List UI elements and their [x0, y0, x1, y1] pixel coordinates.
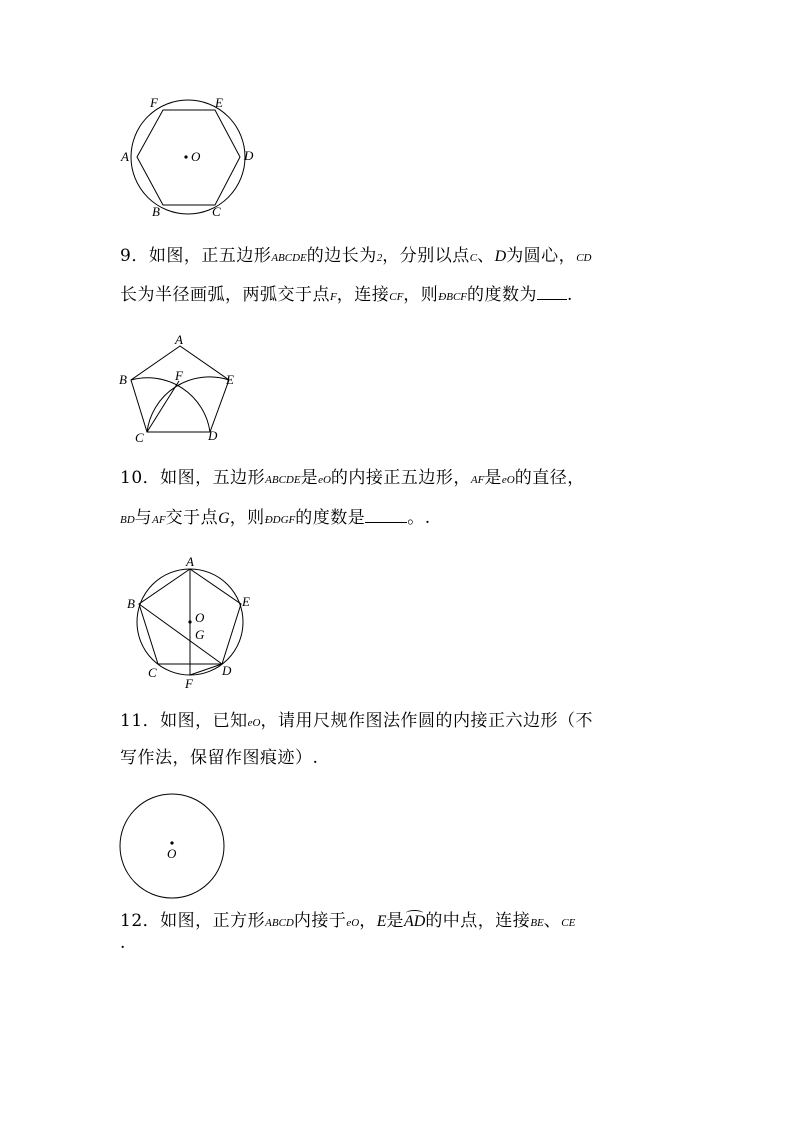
label-e: E: [215, 95, 223, 110]
hexagon-figure: [115, 92, 265, 222]
label-a: A: [175, 332, 183, 347]
center-dot: [184, 155, 187, 158]
label-o: O: [191, 149, 201, 164]
q12-line-2: .: [120, 933, 126, 953]
label-d: D: [222, 663, 232, 678]
segment-bd: [139, 604, 222, 664]
q11-line-2: 写作法，保留作图痕迹）.: [120, 748, 319, 768]
label-f: F: [150, 95, 158, 110]
label-a: A: [186, 554, 194, 569]
segment-cf: [147, 381, 179, 432]
label-e: E: [242, 594, 250, 609]
q12-line-1: 12．如图，正方形ABCD内接于eO，E是AD的中点，连接BE、CE: [120, 911, 576, 931]
label-b: B: [127, 596, 135, 611]
label-c: C: [148, 665, 157, 680]
q11-line-1: 11．如图，已知eO，请用尺规作图法作圆的内接正六边形（不: [120, 711, 593, 731]
circle-figure: [115, 792, 230, 902]
hexagon-circumcircle: [131, 100, 245, 214]
q9-line-1: 9．如图，正五边形ABCDE的边长为2，分别以点C、D为圆心，CD: [120, 246, 592, 266]
label-f: F: [185, 676, 193, 691]
hexagon-shape: [137, 110, 240, 205]
label-e: E: [226, 372, 234, 387]
center-dot: [170, 841, 173, 844]
label-o: O: [195, 610, 205, 625]
answer-blank-9: [537, 283, 567, 300]
label-b: B: [119, 372, 127, 387]
label-a: A: [121, 149, 129, 164]
pentagon-arcs-figure: [115, 330, 245, 445]
label-o: O: [167, 846, 177, 861]
label-b: B: [152, 204, 160, 219]
pentagon-circle-figure: [118, 552, 260, 692]
arc-ad: AD: [404, 911, 425, 933]
segment-df: [190, 664, 222, 675]
q10-line-1: 10．如图，五边形ABCDE是eO的内接正五边形，AF是eO的直径，: [120, 468, 585, 488]
q10-line-2: BD与AF交于点G，则ÐDGF的度数是 。.: [120, 508, 431, 528]
label-f: F: [175, 368, 183, 383]
center-dot: [188, 620, 191, 623]
arc-centered-d: [147, 377, 229, 432]
label-d: D: [208, 428, 218, 443]
arc-centered-c: [131, 378, 210, 432]
q9-line-2: 长为半径画弧，两弧交于点F，连接CF，则ÐBCF的度数为 .: [120, 285, 573, 305]
label-d: D: [244, 148, 254, 163]
label-c: C: [212, 204, 221, 219]
answer-blank-10: [365, 506, 407, 523]
label-c: C: [135, 430, 144, 445]
label-g: G: [195, 627, 205, 642]
pentagon-shape: [131, 346, 229, 432]
